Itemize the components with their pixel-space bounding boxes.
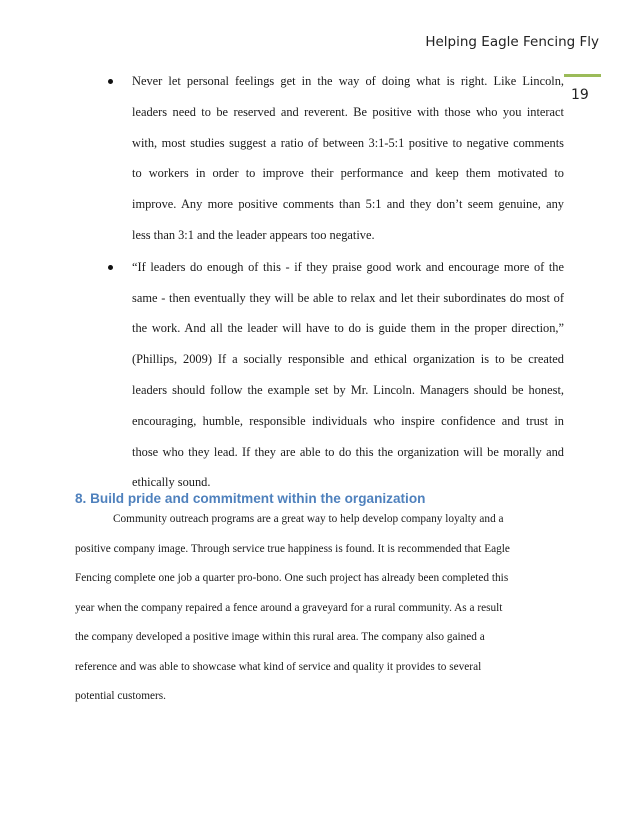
text-line: to workers in order to improve their performance and keep them motivated to xyxy=(132,166,564,181)
text-line: with, most studies suggest a ratio of between 3:1-5:1 positive to negative comments xyxy=(132,135,564,150)
bullet-item-praise xyxy=(108,252,564,498)
page-number: 19 xyxy=(571,87,589,103)
text-line: ethically sound. xyxy=(132,475,211,490)
text-line: the work. And all the leader will have to do is guide them in the proper direction,” xyxy=(132,321,564,336)
text-line: same - then eventually they will be able to relax and let their subordinates do most of xyxy=(132,290,564,305)
text-line: Community outreach programs are a great way to help develop company loyalty and a xyxy=(113,513,504,525)
text-line: encouraging, humble, responsible individuals who inspire confidence and trust in xyxy=(132,413,564,428)
running-header-title: Helping Eagle Fencing Fly xyxy=(425,34,599,50)
text-line: the company developed a positive image within this rural area. The company also gained a xyxy=(75,631,485,643)
bullet-item-lincoln xyxy=(108,66,564,251)
bullet-icon xyxy=(108,265,113,270)
text-line: Fencing complete one job a quarter pro-bono. One such project has already been completed this xyxy=(75,572,509,584)
text-line: (Phillips, 2009) If a socially responsible and ethical organization is to be created xyxy=(132,352,564,367)
body-paragraph xyxy=(75,505,545,712)
bullet-list xyxy=(108,66,564,498)
text-line: leaders need to be reserved and reverent. Be positive with those who you interact xyxy=(132,104,564,119)
text-line: improve. Any more positive comments than 5:1 and they don’t seem genuine, any xyxy=(132,197,564,212)
bullet-icon xyxy=(108,79,113,84)
text-line: leaders should follow the example set by Mr. Lincoln. Managers should be honest, xyxy=(132,382,564,397)
text-line: reference and was able to showcase what kind of service and quality it provides to several xyxy=(75,660,482,673)
text-line: “If leaders do enough of this - if they praise good work and encourage more of the xyxy=(132,259,564,274)
text-line: less than 3:1 and the leader appears too negative. xyxy=(132,227,375,242)
section-heading: 8. Build pride and commitment within the organization xyxy=(75,491,426,506)
text-line: potential customers. xyxy=(75,690,166,702)
text-line: positive company image. Through service true happiness is found. It is recommended that Eagle xyxy=(75,542,510,555)
text-line: those who they lead. If they are able to do this the organization will be morally and xyxy=(132,444,564,459)
page-number-rule xyxy=(564,74,601,77)
text-line: Never let personal feelings get in the way of doing what is right. Like Lincoln, xyxy=(132,74,564,88)
text-line: year when the company repaired a fence around a graveyard for a rural community. As a result xyxy=(75,601,503,614)
